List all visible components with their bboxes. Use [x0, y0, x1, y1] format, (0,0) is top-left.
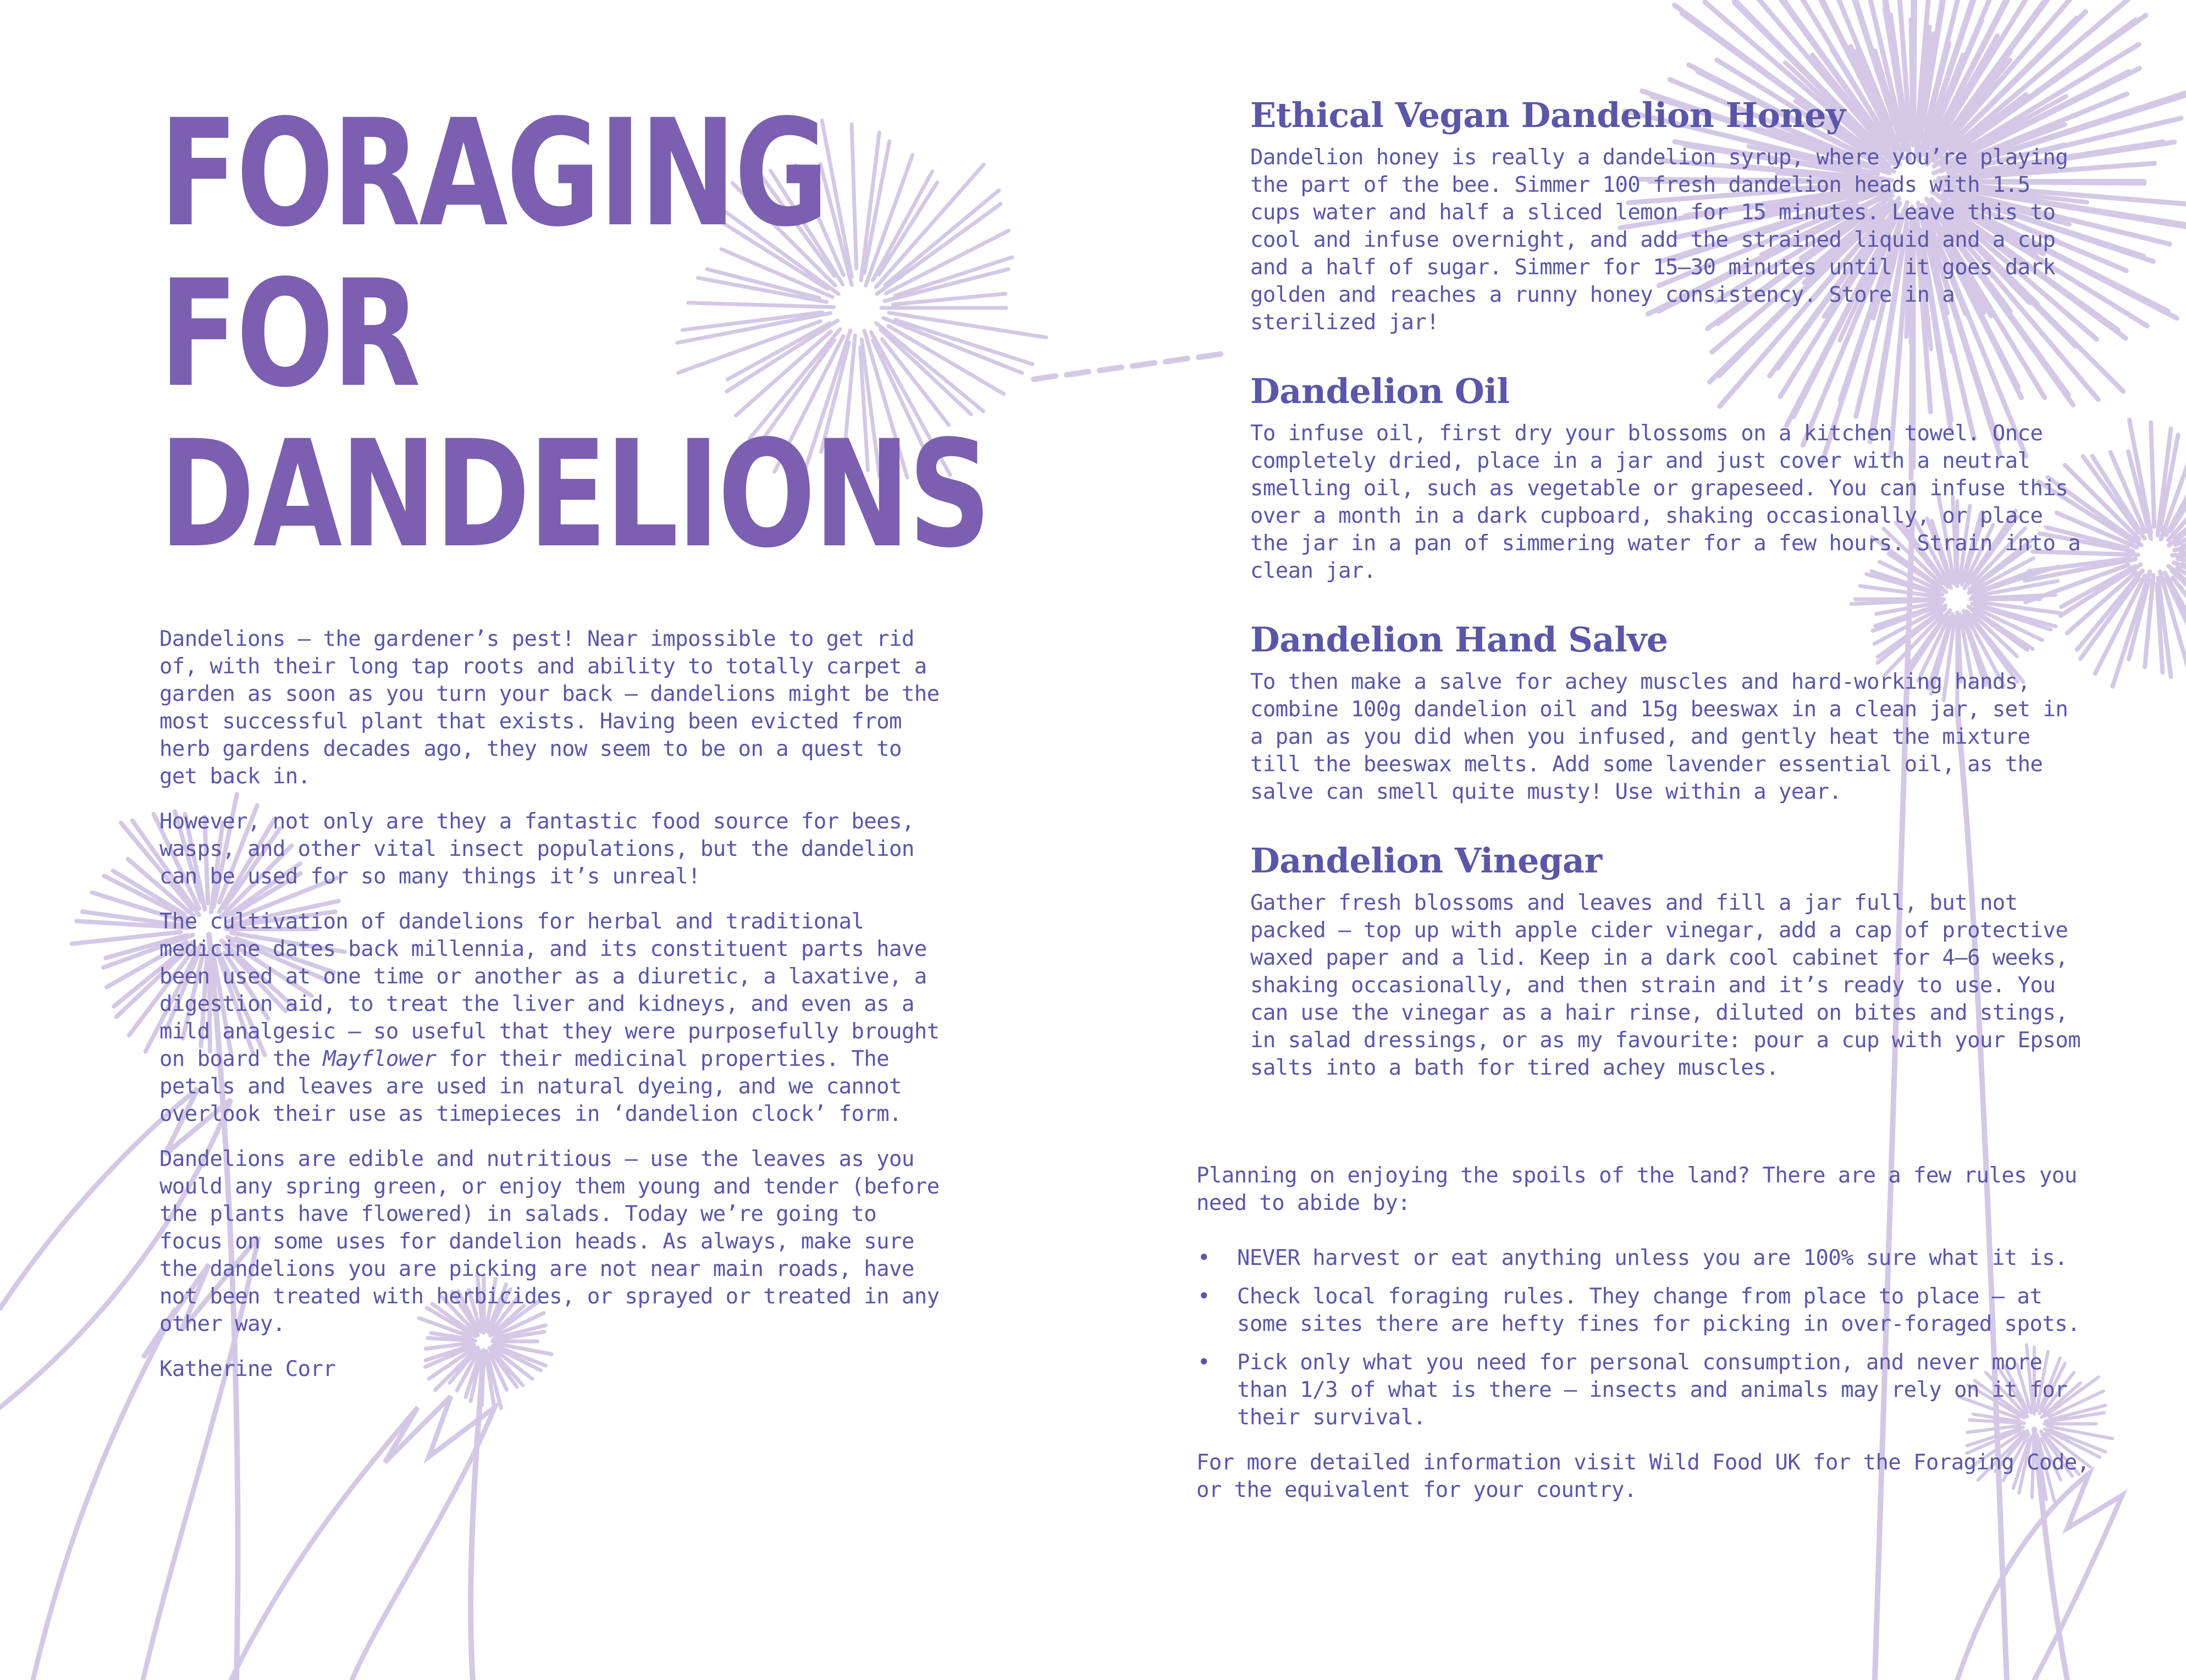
foraging-rules	[1196, 1162, 2104, 1504]
recipe-body: Gather fresh blossoms and leaves and fill a jar full, but not packed – top up with apple cider vinegar, add a cap of protective waxed paper and a lid. Keep in a dark cool cabinet for 4–6 weeks, shaking occasionally, and then strain and it’s ready to use. You can use the vinegar as a hair rinse, diluted on bites and stings, in salad dressings, or as my favourite: pour a cup with your Epsom salts into a bath for tired achey muscles.	[1250, 891, 2081, 1080]
rule-text: NEVER harvest or eat anything unless you are 100% sure what it is.	[1237, 1246, 2068, 1270]
author-byline: Katherine Corr	[159, 1357, 336, 1381]
rule-text: Check local foraging rules. They change from place to place – at some sites there are hefty fines for picking in over-foraged spots.	[1237, 1284, 2080, 1336]
recipe-body: To then make a salve for achey muscles and hard-working hands, combine 100g dandelion oil and 15g beeswax in a clean jar, set in a pan as you did when you infused, and gently heat the mixture till the beeswax melts. Add some lavender essential oil, as the salve can smell quite musty! Use within a year.	[1250, 670, 2068, 804]
list-item	[1196, 1245, 2104, 1272]
rules-list	[1196, 1245, 2104, 1432]
recipe-dandelion-vinegar	[1250, 839, 2086, 1082]
intro-article	[159, 626, 951, 1401]
page-title	[159, 88, 990, 581]
bullet-icon: •	[1197, 1246, 1210, 1270]
recipe-dandelion-oil	[1250, 369, 2086, 585]
rules-intro: Planning on enjoying the spoils of the land? There are a few rules you need to abide by:	[1196, 1163, 2077, 1215]
list-item	[1196, 1349, 2104, 1432]
intro-paragraph-3	[159, 908, 951, 1128]
recipe-hand-salve	[1250, 618, 2086, 806]
title-line-3: DANDELIONS	[159, 409, 990, 581]
recipe-vegan-honey	[1250, 93, 2086, 336]
recipe-body: Dandelion honey is really a dandelion syrup, where you’re playing the part of the bee. Simmer 100 fresh dandelion heads with 1.5 cups water and half a sliced lemon for 15 minutes. Leave this to cool and infuse overnight, and add the strained liquid and a cup and a half of sugar. Simmer for 15–30 minutes until it goes dark golden and reaches a runny honey consistency. Store in a sterilized jar!	[1250, 145, 2068, 335]
title-line-1: FORAGING	[159, 88, 827, 259]
recipe-heading: Dandelion Oil	[1250, 371, 1510, 411]
intro-paragraph-3-end: for their medicinal properties. The petals and leaves are used in natural dyeing, and we cannot overlook their use as timepieces in ‘dandelion clock’ form.	[159, 1047, 902, 1126]
mayflower-italic: Mayflower	[323, 1047, 437, 1071]
title-line-2: FOR	[159, 248, 419, 420]
recipe-heading: Dandelion Hand Salve	[1250, 620, 1668, 660]
recipe-heading: Dandelion Vinegar	[1250, 841, 1602, 881]
intro-paragraph-4: Dandelions are edible and nutritious – use the leaves as you would any spring green, or enjoy them young and tender (before the plants have flowered) in salads. Today we’re going to focus on some uses for dandelion heads. As always, make sure the dandelions you are picking are not near main roads, have not been treated with herbicides, or sprayed or treated in any other way.	[159, 1147, 940, 1336]
bullet-icon: •	[1197, 1284, 1210, 1309]
intro-paragraph-2: However, not only are they a fantastic food source for bees, wasps, and other vital insect populations, but the dandelion can be used for so many things it’s unreal!	[159, 809, 914, 889]
recipes-section	[1250, 93, 2086, 1115]
intro-paragraph-1: Dandelions – the gardener’s pest! Near impossible to get rid of, with their long tap roots and ability to totally carpet a garden as soon as you turn your back – dandelions might be the most successful plant that exists. Having been evicted from herb gardens decades ago, they now seem to be on a quest to get back in.	[159, 627, 940, 789]
rules-outro: For more detailed information visit Wild Food UK for the Foraging Code, or the equivalent for your country.	[1196, 1450, 2090, 1502]
recipe-heading: Ethical Vegan Dandelion Honey	[1250, 95, 1846, 135]
rule-text: Pick only what you need for personal consumption, and never more than 1/3 of what is there – insects and animals may rely on it for their survival.	[1237, 1350, 2068, 1430]
intro-paragraph-3-start: The cultivation of dandelions for herbal and traditional medicine dates back millennia, and its constituent parts have been used at one time or another as a diuretic, a laxative, a digestion aid, to treat the liver and kidneys, and even as a mild analgesic – so useful that they were purposefully brought on board the	[159, 909, 940, 1071]
bullet-icon: •	[1197, 1350, 1210, 1375]
list-item	[1196, 1283, 2104, 1338]
recipe-body: To infuse oil, first dry your blossoms on a kitchen towel. Once completely dried, place in a jar and just cover with a neutral smelling oil, such as vegetable or grapeseed. You can infuse this over a month in a dark cupboard, shaking occasionally, or place the jar in a pan of simmering water for a few hours. Strain into a clean jar.	[1250, 421, 2081, 583]
